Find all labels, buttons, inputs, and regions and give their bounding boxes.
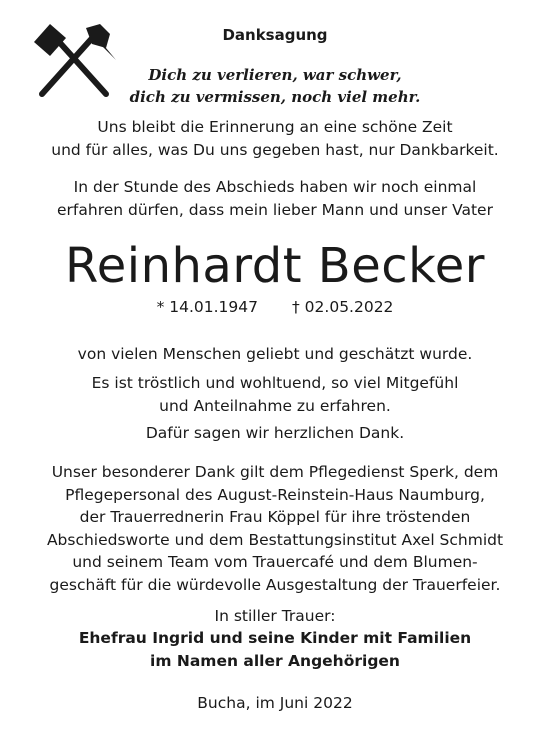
intro-paragraph-2 (0, 176, 550, 221)
text-line: Uns bleibt die Erinnerung an eine schöne Zeit (97, 118, 453, 136)
quote (0, 64, 550, 108)
text-line: Es ist tröstlich und wohltuend, so viel Mitgefühl (91, 374, 459, 392)
paragraph-1 (0, 343, 550, 366)
life-dates (0, 298, 550, 316)
text-line: In der Stunde des Abschieds haben wir noch einmal (73, 178, 477, 196)
text-line: und für alles, was Du uns gegeben hast, nur Dankbarkeit. (51, 140, 499, 159)
thanks-paragraph (0, 461, 550, 596)
paragraph-2 (0, 372, 550, 417)
quote-line: Dich zu verlieren, war schwer, (148, 66, 402, 84)
quote-line: dich zu vermissen, noch viel mehr. (129, 88, 421, 106)
deceased-name: Reinhardt Becker (65, 238, 485, 294)
text-line: erfahren dürfen, dass mein lieber Mann und unser Vater (57, 200, 493, 219)
text-line: Unser besonderer Dank gilt dem Pflegedienst Sperk, dem (51, 463, 499, 481)
intro-paragraph-1 (0, 116, 550, 161)
text-line: geschäft für die würdevolle Ausgestaltung der Trauerfeier. (49, 575, 501, 594)
text-line: und seinem Team vom Trauercafé und dem Blumen- (72, 553, 478, 571)
text-line: von vielen Menschen geliebt und geschätzt wurde. (77, 345, 473, 363)
text-line: Ehefrau Ingrid und seine Kinder mit Familien (78, 629, 472, 647)
text-line: Pflegepersonal des August-Reinstein-Haus Naumburg, (65, 485, 485, 504)
heading-text: Danksagung (222, 26, 328, 44)
text-line: Dafür sagen wir herzlichen Dank. (145, 424, 405, 442)
mourning-label: In stiller Trauer: (214, 607, 336, 625)
paragraph-3 (0, 422, 550, 445)
text-line: der Trauerrednerin Frau Köppel für ihre tröstenden (79, 508, 471, 526)
place-date: Bucha, im Juni 2022 (197, 694, 353, 712)
heading (0, 26, 550, 44)
text-line: und Anteilnahme zu erfahren. (159, 396, 391, 415)
birth-date: * 14.01.1947 (156, 298, 258, 316)
text-line: im Namen aller Angehörigen (150, 651, 400, 670)
death-date: † 02.05.2022 (292, 298, 394, 316)
family-signature (0, 627, 550, 672)
text-line: Abschiedsworte und dem Bestattungsinstitut Axel Schmidt (46, 530, 504, 549)
